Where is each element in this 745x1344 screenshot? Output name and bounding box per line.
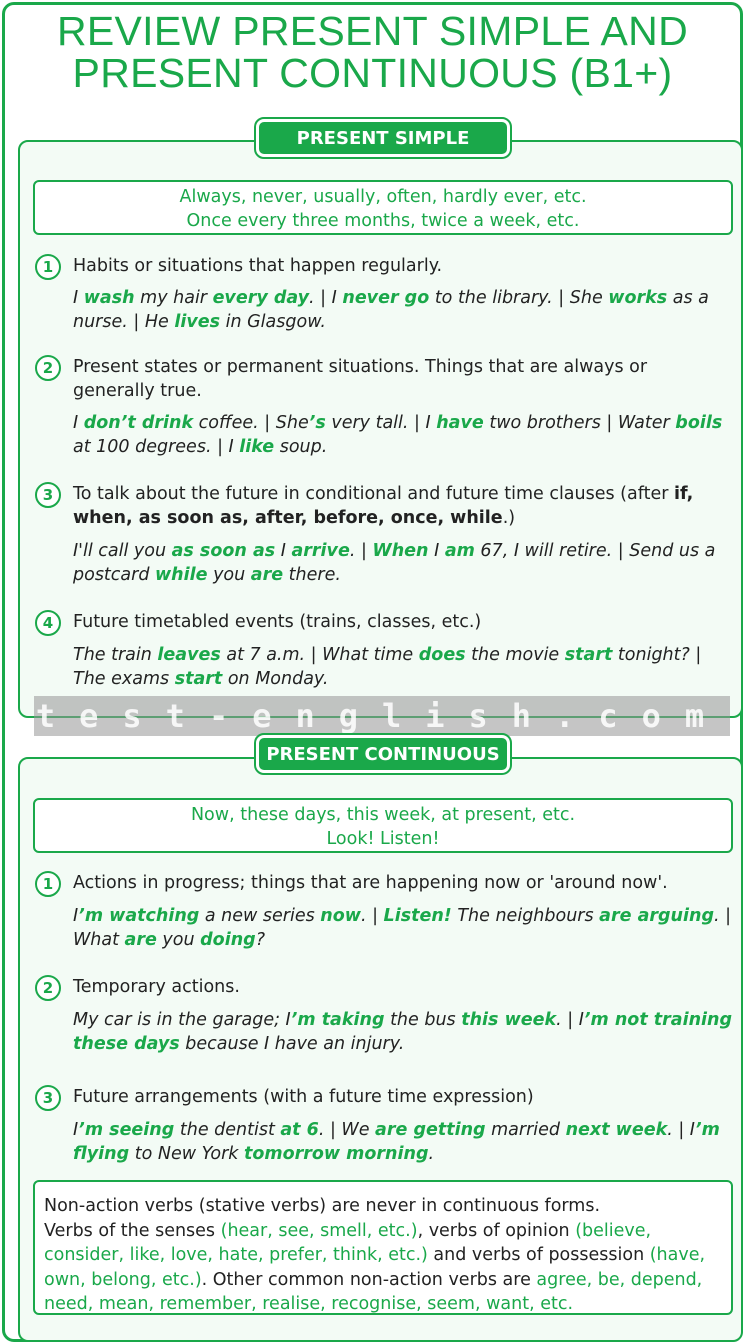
use-rule: Present states or permanent situations. Things that are always or generally true. xyxy=(73,357,648,401)
use-rule: Future timetabled events (trains, classes, etc.) xyxy=(73,612,482,632)
present-continuous-heading: PRESENT CONTINUOUS xyxy=(256,735,510,773)
use-rule: Temporary actions. xyxy=(73,977,240,997)
example-sentences: I’m watching a new series now. | Listen! The neighbours are arguing. | What are you doing? xyxy=(73,906,732,950)
time-expressions-line: Once every three months, twice a week, etc. xyxy=(186,211,580,231)
present-simple-heading: PRESENT SIMPLE xyxy=(256,119,510,157)
use-rule: Future arrangements (with a future time expression) xyxy=(73,1087,534,1107)
note-line: Non-action verbs (stative verbs) are never in continuous forms. xyxy=(44,1196,601,1216)
present-continuous-time-expressions xyxy=(33,798,733,853)
time-expressions-line: Now, these days, this week, at present, etc. xyxy=(190,805,576,825)
use-number-badge: 2 xyxy=(35,355,61,381)
title-line-2: PRESENT CONTINUOUS (B1+) xyxy=(72,50,673,96)
example-sentences: I'll call you as soon as I arrive. | When I am 67, I will retire. | Send us a postcard while you are there. xyxy=(73,541,716,585)
example-sentences: The train leaves at 7 a.m. | What time does the movie start tonight? | The exams start on Monday. xyxy=(73,645,702,689)
time-expressions-line: Always, never, usually, often, hardly ever, etc. xyxy=(179,187,587,207)
use-rule: Habits or situations that happen regularly. xyxy=(73,256,443,276)
use-number-badge: 4 xyxy=(35,610,61,636)
use-number-badge: 2 xyxy=(35,975,61,1001)
use-number-badge: 3 xyxy=(35,1085,61,1111)
present-simple-time-expressions xyxy=(33,180,733,235)
example-sentences: I don’t drink coffee. | She’s very tall. | I have two brothers | Water boils at 100 degrees. | I like soup. xyxy=(73,413,723,457)
watermark: test-english.com xyxy=(35,697,729,735)
use-rule: To talk about the future in conditional and future time clauses (after if, when, as soon as, after, before, once, while.) xyxy=(73,484,694,528)
example-sentences: I’m seeing the dentist at 6. | We are getting married next week. | I’m flying to New York tomorrow morning. xyxy=(73,1120,720,1164)
stative-verbs-note xyxy=(33,1180,733,1315)
use-number-badge: 3 xyxy=(35,482,61,508)
example-sentences: My car is in the garage; I’m taking the bus this week. | I’m not training these days because I have an injury. xyxy=(73,1010,733,1054)
use-rule: Actions in progress; things that are happening now or 'around now'. xyxy=(73,873,668,893)
note-text: Verbs of the senses (hear, see, smell, etc.), verbs of opinion (believe, consider, like, love, hate, prefer, think, etc.) and verbs of possession (have, own, belong, etc.). Other common non-action verbs are agree, be, depend, need, mean, remember, realise, recognise, seem, want, etc. xyxy=(44,1220,706,1314)
time-expressions-line: Look! Listen! xyxy=(326,829,440,849)
use-number-badge: 1 xyxy=(35,871,61,897)
example-sentences: I wash my hair every day. | I never go to the library. | She works as a nurse. | He lives in Glasgow. xyxy=(73,288,709,332)
title-line-1: REVIEW PRESENT SIMPLE AND xyxy=(56,8,688,54)
page-title xyxy=(0,10,745,94)
use-number-badge: 1 xyxy=(35,254,61,280)
